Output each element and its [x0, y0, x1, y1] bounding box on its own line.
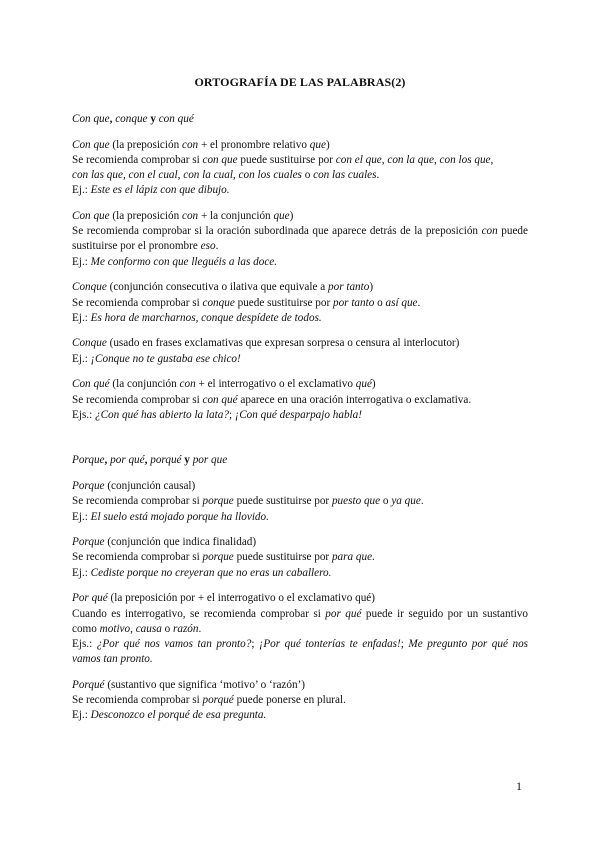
entry-block — [72, 479, 528, 525]
page-title: ORTOGRAFÍA DE LAS PALABRAS(2) — [194, 75, 406, 89]
entry-block — [72, 678, 528, 724]
definition-line: Porque (conjunción que indica finalidad) — [72, 536, 257, 549]
recommendation-line: Se recomienda comprobar si la oración subordinada que aparece detrás de la preposición con puede sustituirse por el pronombre eso. — [72, 225, 528, 253]
example-line: Ej.: ¡Conque no te gustaba ese chico! — [72, 352, 241, 365]
document-body — [72, 112, 528, 724]
example-line: Ejs.: ¿Por qué nos vamos tan pronto?; ¡Por qué tonterías te enfadas!; Me pregunto por qué nos vamos tan pronto. — [72, 637, 529, 666]
entry-block — [72, 209, 528, 270]
entry-block — [72, 138, 528, 199]
definition-line: Con que (la preposición con + la conjunción que) — [72, 210, 294, 223]
entry-block — [72, 535, 528, 581]
recommendation-line: Se recomienda comprobar si porqué puede ponerse en plural. — [72, 694, 346, 707]
recommendation-line: Cuando es interrogativo, se recomienda comprobar si por qué puede ir seguido por un sustantivo como motivo, causa o razón. — [72, 607, 528, 635]
definition-line: Con qué (la conjunción con + el interrogativo o el exclamativo qué) — [72, 378, 376, 391]
example-line: Ej.: Es hora de marcharnos, conque despídete de todos. — [72, 311, 322, 324]
entry-block — [72, 377, 528, 423]
section-heading-con-que: Con que, conque y con qué — [72, 113, 194, 125]
recommendation-line: Se recomienda comprobar si conque puede sustituirse por por tanto o así que. — [72, 296, 421, 309]
entry-block — [72, 280, 528, 326]
example-line: Ej.: Desconozco el porqué de esa pregunta. — [72, 709, 267, 722]
recommendation-line: Se recomienda comprobar si porque puede sustituirse por puesto que o ya que. — [72, 495, 424, 508]
entry-block — [72, 591, 528, 667]
recommendation-line: con las que, con el cual, con la cual, con los cuales o con las cuales. — [72, 169, 380, 182]
definition-line: Porque (conjunción causal) — [72, 480, 196, 493]
example-line: Ej.: Me conformo con que lleguéis a las doce. — [72, 255, 278, 268]
example-line: Ej.: Este es el lápiz con que dibujo. — [72, 184, 230, 197]
entry-block — [72, 336, 528, 366]
definition-line: Por qué (la preposición por + el interrogativo o el exclamativo qué) — [72, 592, 375, 605]
recommendation-line: Se recomienda comprobar si con qué aparece en una oración interrogativa o exclamativa. — [72, 393, 472, 406]
section-heading-porque: Porque, por qué, porqué y por que — [72, 454, 228, 467]
recommendation-line: Se recomienda comprobar si porque puede sustituirse por para que. — [72, 551, 375, 564]
definition-line: Con que (la preposición con + el pronombre relativo que) — [72, 138, 330, 151]
definition-line: Conque (usado en frases exclamativas que expresan sorpresa o censura al interlocutor) — [72, 337, 460, 350]
recommendation-line: Se recomienda comprobar si con que puede sustituirse por con el que, con la que, con los que, — [72, 153, 494, 166]
definition-line: Porqué (sustantivo que significa ‘motivo’ o ‘razón’) — [72, 678, 306, 691]
definition-line: Conque (conjunción consecutiva o ilativa que equivale a por tanto) — [72, 281, 374, 294]
example-line: Ej.: Cediste porque no creyeran que no eras un caballero. — [72, 566, 332, 579]
example-line: Ejs.: ¿Con qué has abierto la lata?; ¡Con qué desparpajo habla! — [72, 408, 362, 421]
example-line: Ej.: El suelo está mojado porque ha llovido. — [72, 510, 269, 523]
page-number: 1 — [516, 779, 522, 793]
